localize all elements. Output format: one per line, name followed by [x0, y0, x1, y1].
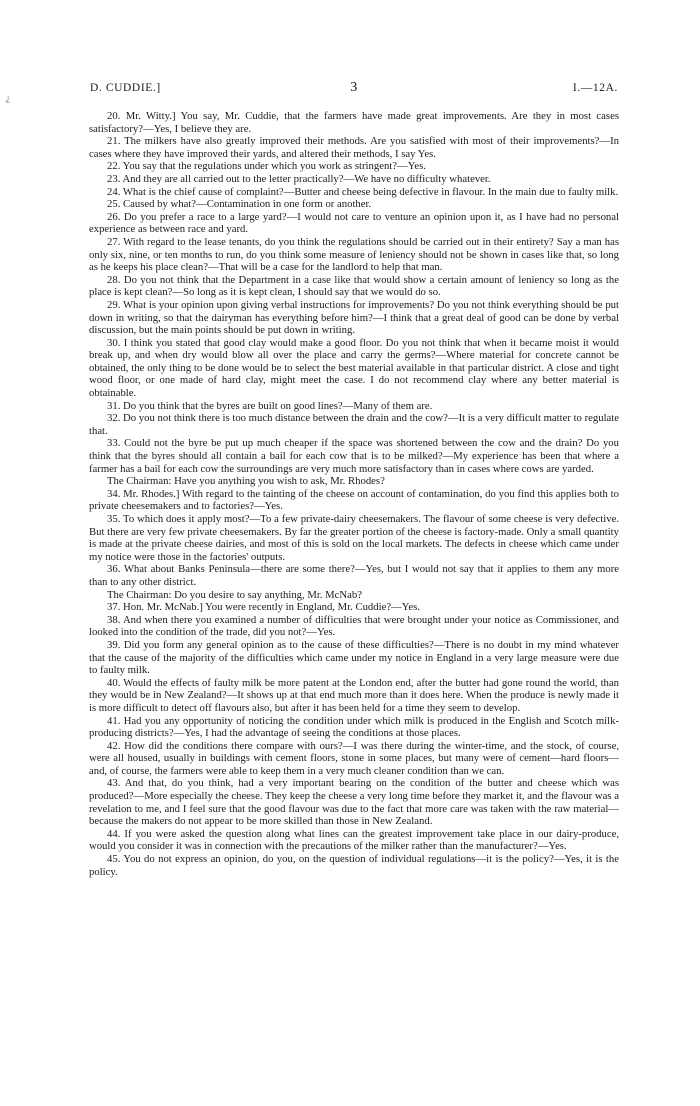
paragraph: 37. Hon. Mr. McNab.] You were recently in England, Mr. Cuddie?—Yes.	[107, 601, 420, 614]
page-header	[90, 82, 618, 98]
header-reference: I.—12A.	[572, 82, 618, 94]
chairman-line: The Chairman: Have you anything you wish to ask, Mr. Rhodes?	[107, 475, 385, 488]
header-witness: D. CUDDIE.]	[90, 82, 161, 94]
paragraph: 41. Had you any opportunity of noticing the condition under which milk is produced in the English and Scotch milk-producing districts?—Yes, I had the advantage of seeing the conditions at those places.	[89, 714, 619, 740]
paragraph: 44. If you were asked the question along what lines can the greatest improvement take place in our dairy-produce, would you consider it was in connection with the precautions of the milker rather than the manufacturer?—Yes.	[89, 827, 619, 853]
paragraph: 43. And that, do you think, had a very important bearing on the condition of the butter and cheese which was produced?—More especially the cheese. They keep the cheese a very long time before they market it, and the flavour was a revelation to me, and I feel sure that the good flavour was due to the fact that more care was taken with the raw material—because the makers do not appear to be more skilled than those in New Zealand.	[89, 777, 619, 828]
paragraph: 30. I think you stated that good clay would make a good floor. Do you not think that when it became moist it would break up, and when dry would blow all over the place and carry the germs?—Where material for concrete cannot be obtained, the only thing to be done would be to select the best material available in that particular district. A close and tight wood floor, or one made of hard clay, might meet the case. I do not recommend clay where any better material is obtainable.	[89, 336, 619, 400]
paragraph: 39. Did you form any general opinion as to the cause of these difficulties?—There is no doubt in my mind whatever that the cause of the majority of the difficulties which came under my notice in England in a very large measure were due to faulty milk.	[89, 638, 619, 677]
paragraph: 21. The milkers have also greatly improved their methods. Are you satisfied with most of their improvements?—In cases where they have improved their yards, and altered their methods, I say Yes.	[89, 135, 619, 160]
paragraph: 28. Do you not think that the Department in a case like that would show a certain amount of leniency so long as the place is kept clean?—So long as it is kept clean, I should say that we would do so.	[89, 273, 619, 299]
paragraph: 34. Mr. Rhodes.] With regard to the tainting of the cheese on account of contamination, do you find this applies both to private cheesemakers and to factories?—Yes.	[89, 487, 619, 513]
paragraph: 24. What is the chief cause of complaint?—Butter and cheese being defective in flavour. In the main due to faulty milk.	[107, 185, 619, 198]
paragraph: 33. Could not the byre be put up much cheaper if the space was shortened between the cow and the drain? Do you think that the byres should all contain a bail for each cow that is to be milked?—My experience has been that where a farmer has a bail for each cow the surroundings are very much more satisfactory than in cases where cows are yarded.	[89, 437, 619, 475]
paragraph: 42. How did the conditions there compare with ours?—I was there during the winter-time, and the stock, of course, were all housed, usually in buildings with cement floors, stone in some places, but many were of cement—hard floors—and, of course, the farmers were able to keep them in a very much cleaner condition than we can.	[89, 739, 619, 777]
paragraph: 26. Do you prefer a race to a large yard?—I would not care to venture an opinion upon it, as I have had no personal experience as between race and yard.	[89, 210, 619, 236]
chairman-line: The Chairman: Do you desire to say anything, Mr. McNab?	[107, 588, 362, 601]
paragraph: 36. What about Banks Peninsula—there are some there?—Yes, but I would not say that it applies to them any more than to any other district.	[89, 563, 619, 588]
paragraph: 38. And when there you examined a number of difficulties that were brought under your notice as Commissioner, and looked into the condition of the trade, did you not?—Yes.	[89, 613, 619, 639]
transcript-body	[89, 110, 619, 878]
paragraph: 45. You do not express an opinion, do you, on the question of individual regulations—it is the policy?—Yes, it is the policy.	[89, 853, 619, 878]
paragraph: 23. And they are all carried out to the letter practically?—We have no difficulty whatever.	[107, 172, 491, 185]
paragraph: 40. Would the effects of faulty milk be more patent at the London end, after the butter had gone round the world, than they would be in New Zealand?—It shows up at that end much more than it does here. When the produce is newly made it is more difficult to detect off flavours also, but after it has been held for a time they seem to develop.	[89, 676, 619, 714]
paragraph: 22. You say that the regulations under which you work as stringent?—Yes.	[107, 160, 426, 173]
page-number: 3	[350, 80, 358, 95]
paragraph: 25. Caused by what?—Contamination in one form or another.	[107, 198, 372, 211]
paragraph: 29. What is your opinion upon giving verbal instructions for improvements? Do you not think everything should be put down in writing, so that the dairyman has everything before him?—I think that a great deal of good can be done by verbal discussion, but the main points should be put down in writing.	[89, 298, 619, 337]
paragraph: 32. Do you not think there is too much distance between the drain and the cow?—It is a very difficult matter to regulate that.	[89, 412, 619, 437]
paragraph: 20. Mr. Witty.] You say, Mr. Cuddie, that the farmers have made great improvements. Are they in most cases satisfactory?—Yes, I believe they are.	[89, 110, 619, 135]
margin-mark: ¿	[6, 93, 10, 103]
paragraph: 31. Do you think that the byres are built on good lines?—Many of them are.	[107, 399, 433, 412]
paragraph: 27. With regard to the lease tenants, do you think the regulations should be carried out in their entirety? Say a man has only six, nine, or ten months to run, do you think some measure of leniency should not be shown in cases like that, so long as he keeps his place clean?—That will be a case for the landlord to help that man.	[89, 235, 619, 274]
paragraph: 35. To which does it apply most?—To a few private-dairy cheesemakers. The flavour of some cheese is very defective. But there are very few private cheesemakers. By far the greater portion of the cheese is factory-made. Only a small quantity is made at the private cheese dairies, and most of this is sold on the local markets. The defects in cheese which came under my notice were those in the factories' outputs.	[89, 513, 619, 563]
